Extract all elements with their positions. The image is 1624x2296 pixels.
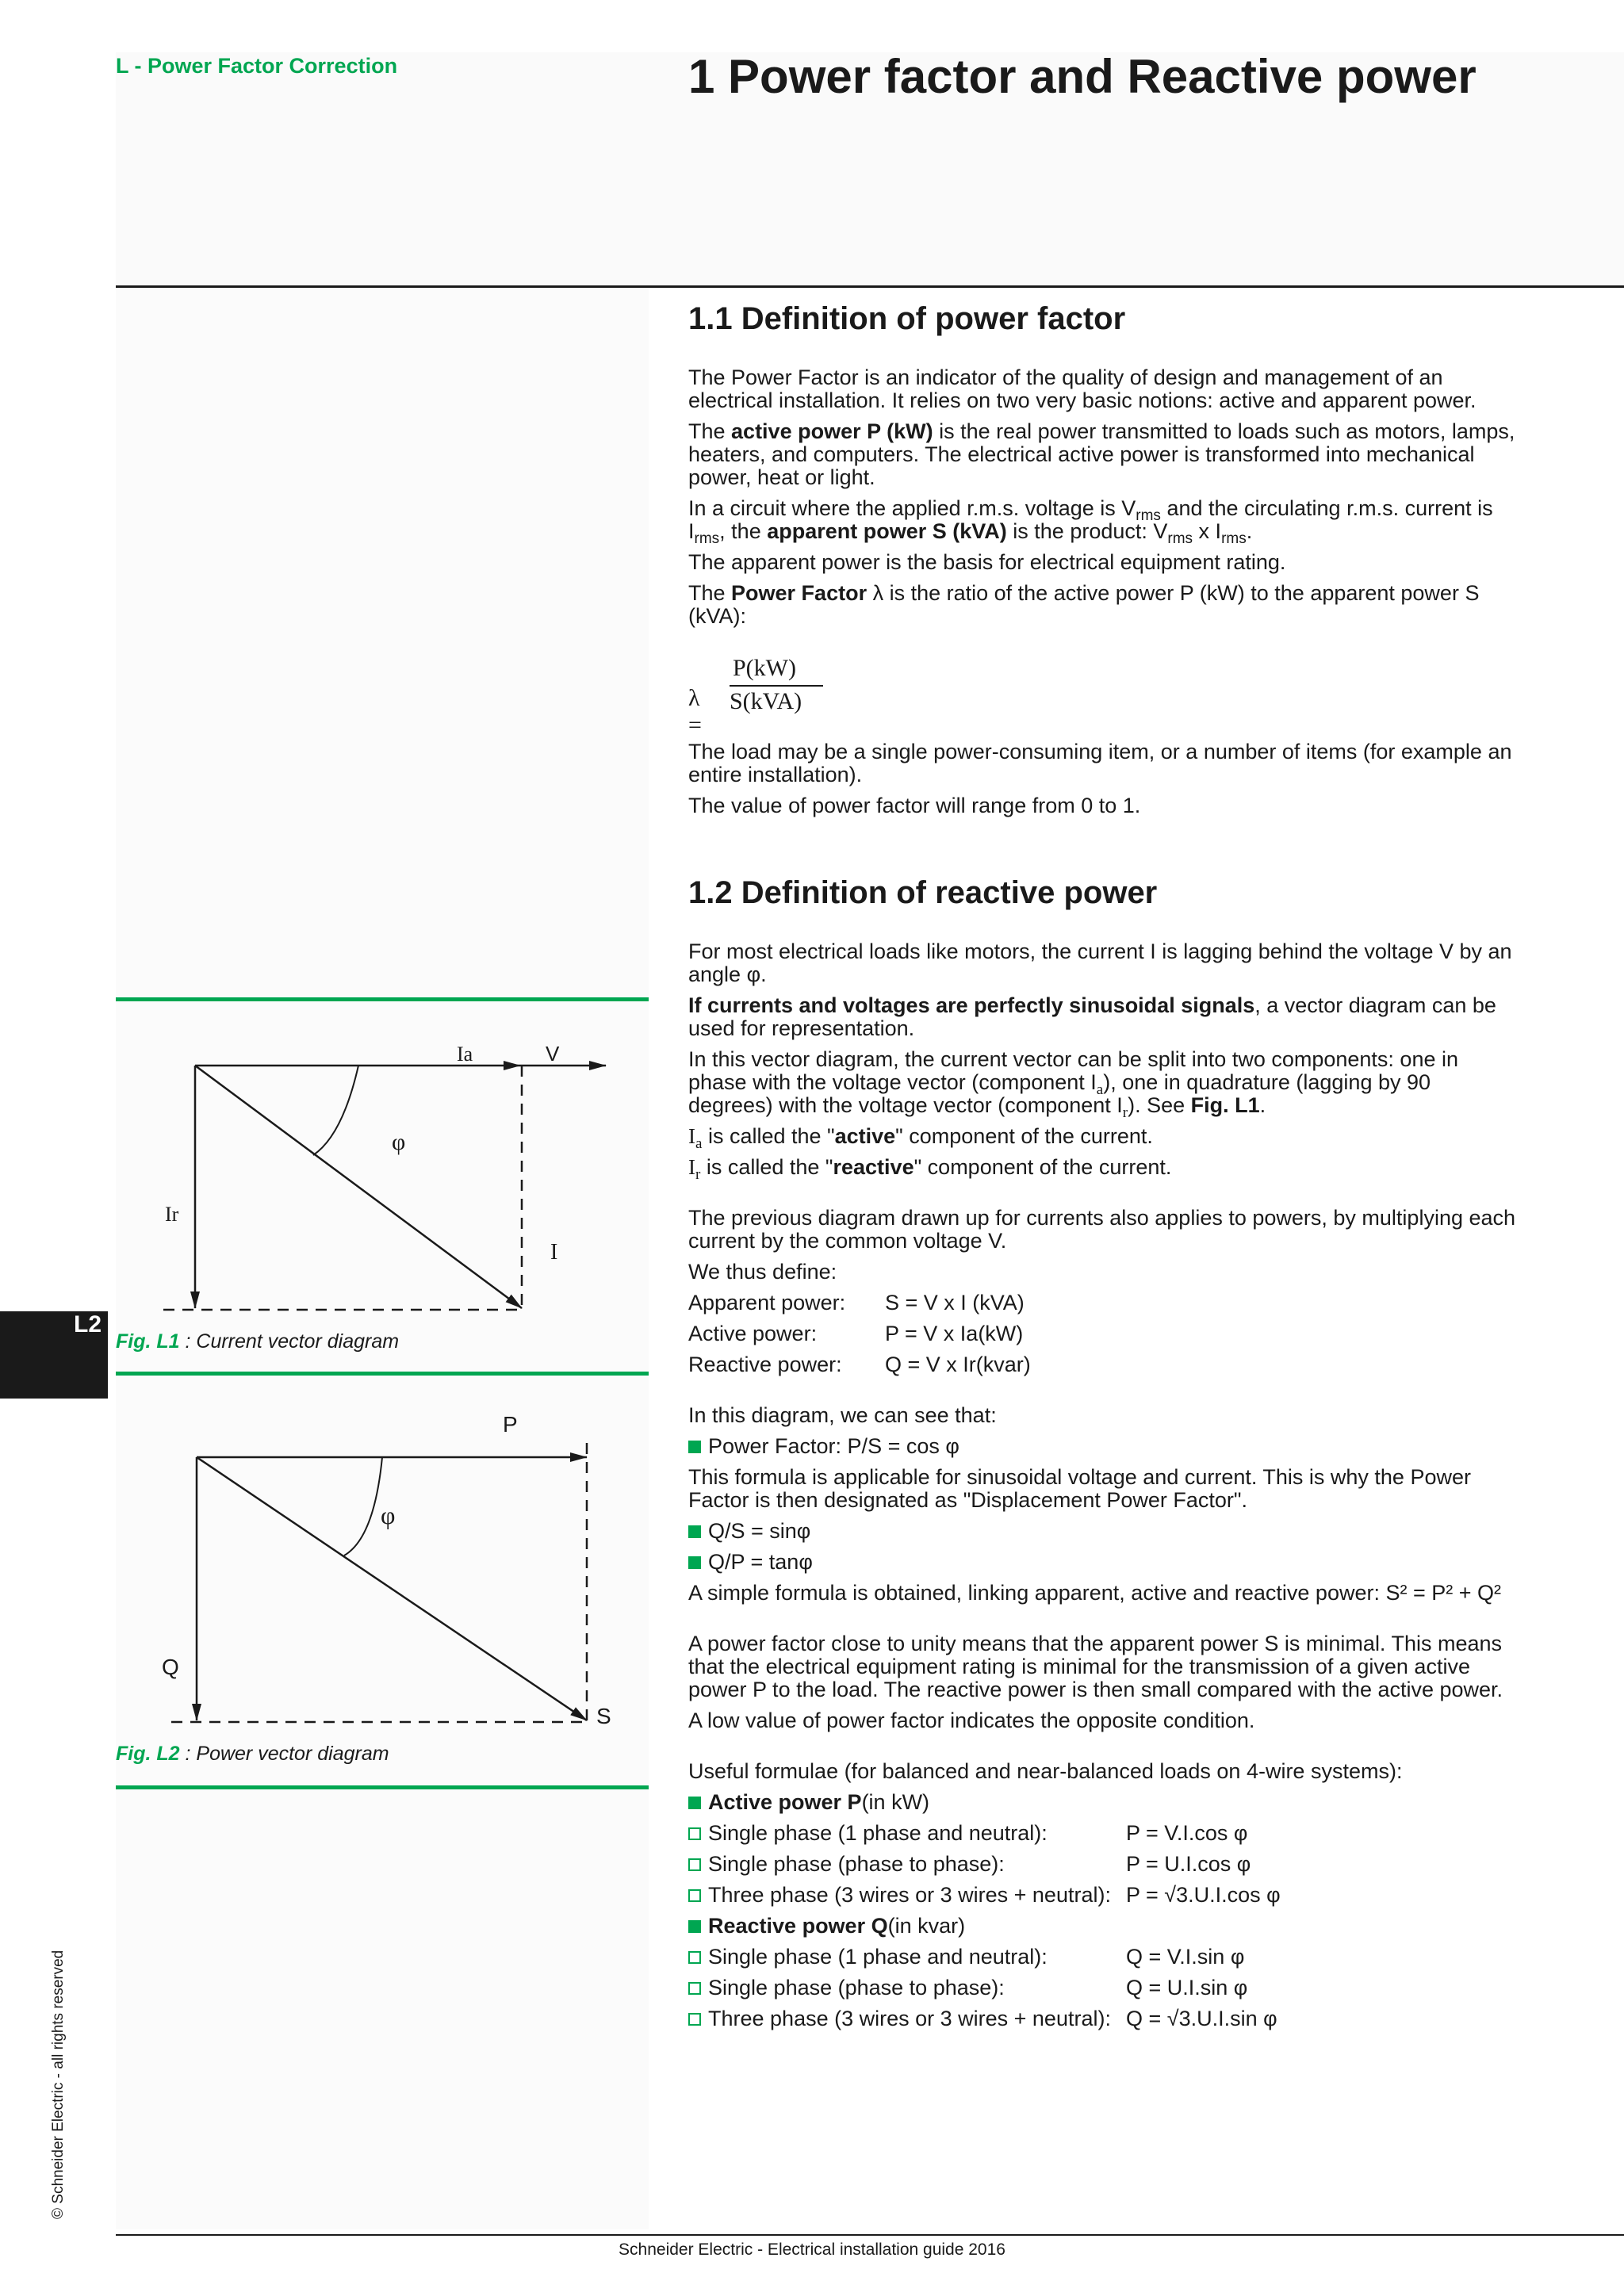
bullet-square-icon xyxy=(688,1556,701,1569)
definition-row: Apparent power: S = V x I (kVA) xyxy=(688,1291,1025,1314)
page-number: L2 xyxy=(74,1311,102,1337)
bullet-open-square-icon xyxy=(688,1889,701,1902)
bullet-square-icon xyxy=(688,1525,701,1538)
copyright-notice: © Schneider Electric - all rights reserved xyxy=(50,1950,67,2219)
formula-row: Three phase (3 wires or 3 wires + neutral): P = √3.U.I.cos φ xyxy=(688,1884,1521,1907)
figure-divider-rule xyxy=(116,1372,649,1376)
section-1-2-body xyxy=(688,940,1521,2038)
formula-row: Single phase (phase to phase): P = U.I.cos φ xyxy=(688,1853,1521,1876)
formula-row: Single phase (1 phase and neutral): P = V.I.cos φ xyxy=(688,1822,1521,1845)
formula-row: Single phase (1 phase and neutral): Q = V.I.sin φ xyxy=(688,1946,1521,1969)
paragraph: $I_r$ is called the "reactive" component of the current. xyxy=(688,1155,1172,1183)
bullet-heading: Reactive power Q (in kvar) xyxy=(688,1915,1521,1938)
bullet-square-icon xyxy=(688,1797,701,1809)
footer-rule xyxy=(116,2234,1624,2236)
bullet-open-square-icon xyxy=(688,1858,701,1871)
paragraph: The value of power factor will range from 0 to 1. xyxy=(688,794,1141,817)
definition-row: Active power: P = V x Ia(kW) xyxy=(688,1322,1024,1345)
bullet-square-icon xyxy=(688,1920,701,1933)
paragraph: The load may be a single power-consuming item, or a number of items (for example an entire installation). xyxy=(688,740,1512,786)
paragraph: The Power Factor is an indicator of the quality of design and management of an electrical installation. It relies on two very basic notions: active and apparent power. xyxy=(688,365,1477,412)
bullet-open-square-icon xyxy=(688,1951,701,1964)
paragraph: The apparent power is the basis for electrical equipment rating. xyxy=(688,550,1286,574)
label-phi: φ xyxy=(392,1129,406,1155)
header-rule xyxy=(116,285,1624,288)
bullet-square-icon xyxy=(688,1441,701,1453)
vector-s xyxy=(197,1457,587,1720)
bullet-heading: Active power P (in kW) xyxy=(688,1791,1521,1814)
power-vector-diagram xyxy=(116,1395,649,1728)
paragraph: In this diagram, we can see that: xyxy=(688,1403,997,1427)
angle-arc xyxy=(344,1457,382,1556)
formula-numerator: P(kW) xyxy=(733,655,796,681)
page-title: 1 Power factor and Reactive power xyxy=(688,50,1477,103)
footer-text: Schneider Electric - Electrical installation guide 2016 xyxy=(619,2241,1005,2259)
formula-row: Single phase (phase to phase): Q = U.I.sin φ xyxy=(688,1976,1521,1999)
label-ia: Ia xyxy=(457,1043,473,1066)
bullet-open-square-icon xyxy=(688,2013,701,2026)
figure-bottom-rule xyxy=(116,1785,649,1789)
bullet-item: Power Factor: P/S = cos φ xyxy=(688,1435,1521,1458)
heading-definition-reactive-power: 1.2 Definition of reactive power xyxy=(688,875,1158,910)
fraction-bar xyxy=(730,685,823,687)
section-1-1-body xyxy=(688,366,1521,636)
current-vector-diagram xyxy=(116,1001,649,1318)
label-v: V xyxy=(546,1042,560,1066)
label-p: P xyxy=(503,1412,518,1437)
paragraph: A low value of power factor indicates the opposite condition. xyxy=(688,1709,1255,1732)
definition-row: Reactive power: Q = V x Ir(kvar) xyxy=(688,1353,1031,1376)
paragraph: The Power Factor λ is the ratio of the active power P (kW) to the apparent power S (kVA): xyxy=(688,581,1480,628)
bullet-item: Q/P = tanφ xyxy=(688,1551,1521,1574)
angle-arc xyxy=(313,1066,358,1155)
paragraph: In a circuit where the applied r.m.s. voltage is $V_{rms}$ and the circulating r.m.s. current is $I_{rms}$, the apparent power S (kVA) is the product: $V_{rms}$ x $I_{rms}$. xyxy=(688,496,1493,547)
paragraph: A power factor close to unity means that the apparent power S is minimal. This means that the electrical equipment rating is minimal for the transmission of a given active power P to the load. The reactive power is then small compared with the active power. xyxy=(688,1632,1503,1701)
paragraph: A simple formula is obtained, linking apparent, active and reactive power: S² = P² + Q² xyxy=(688,1581,1502,1605)
bullet-item: Q/S = sinφ xyxy=(688,1520,1521,1543)
paragraph: If currents and voltages are perfectly sinusoidal signals, a vector diagram can be used for representation. xyxy=(688,993,1496,1040)
paragraph: This formula is applicable for sinusoidal voltage and current. This is why the Power Factor is then designated as "Displacement Power Factor". xyxy=(688,1465,1471,1512)
figure-caption-l2: Fig. L2 : Power vector diagram xyxy=(116,1743,389,1765)
section-tag: L - Power Factor Correction xyxy=(116,54,398,78)
paragraph: For most electrical loads like motors, the current I is lagging behind the voltage V by an angle φ. xyxy=(688,939,1512,986)
section-1-1-body-2 xyxy=(688,740,1521,825)
formula-lambda: λ = xyxy=(688,685,702,738)
figure-caption-l1: Fig. L1 : Current vector diagram xyxy=(116,1330,400,1353)
label-phi: φ xyxy=(381,1501,396,1529)
vector-i xyxy=(195,1066,522,1308)
paragraph: In this vector diagram, the current vector can be split into two components: one in phase with the voltage vector (component $I_a$), one in quadrature (lagging by 90 degrees) with the voltage vector (component $I_r$). See Fig. L1. xyxy=(688,1047,1458,1121)
paragraph: The active power P (kW) is the real power transmitted to loads such as motors, lamps, heaters, and computers. The electrical active power is transformed into mechanical power, heat or light. xyxy=(688,419,1515,489)
heading-definition-power-factor: 1.1 Definition of power factor xyxy=(688,301,1126,336)
bullet-open-square-icon xyxy=(688,1982,701,1995)
formula-row: Three phase (3 wires or 3 wires + neutral): Q = √3.U.I.sin φ xyxy=(688,2007,1521,2030)
paragraph: Useful formulae (for balanced and near-balanced loads on 4-wire systems): xyxy=(688,1759,1403,1783)
label-s: S xyxy=(596,1704,611,1728)
bullet-open-square-icon xyxy=(688,1827,701,1840)
label-ir: Ir xyxy=(165,1203,179,1226)
label-q: Q xyxy=(162,1655,179,1679)
paragraph: The previous diagram drawn up for currents also applies to powers, by multiplying each current by the common voltage V. xyxy=(688,1206,1516,1253)
label-i: I xyxy=(550,1240,558,1265)
formula-denominator: S(kVA) xyxy=(730,688,802,714)
paragraph: $I_a$ is called the "active" component of the current. xyxy=(688,1124,1153,1152)
paragraph: We thus define: xyxy=(688,1260,837,1284)
